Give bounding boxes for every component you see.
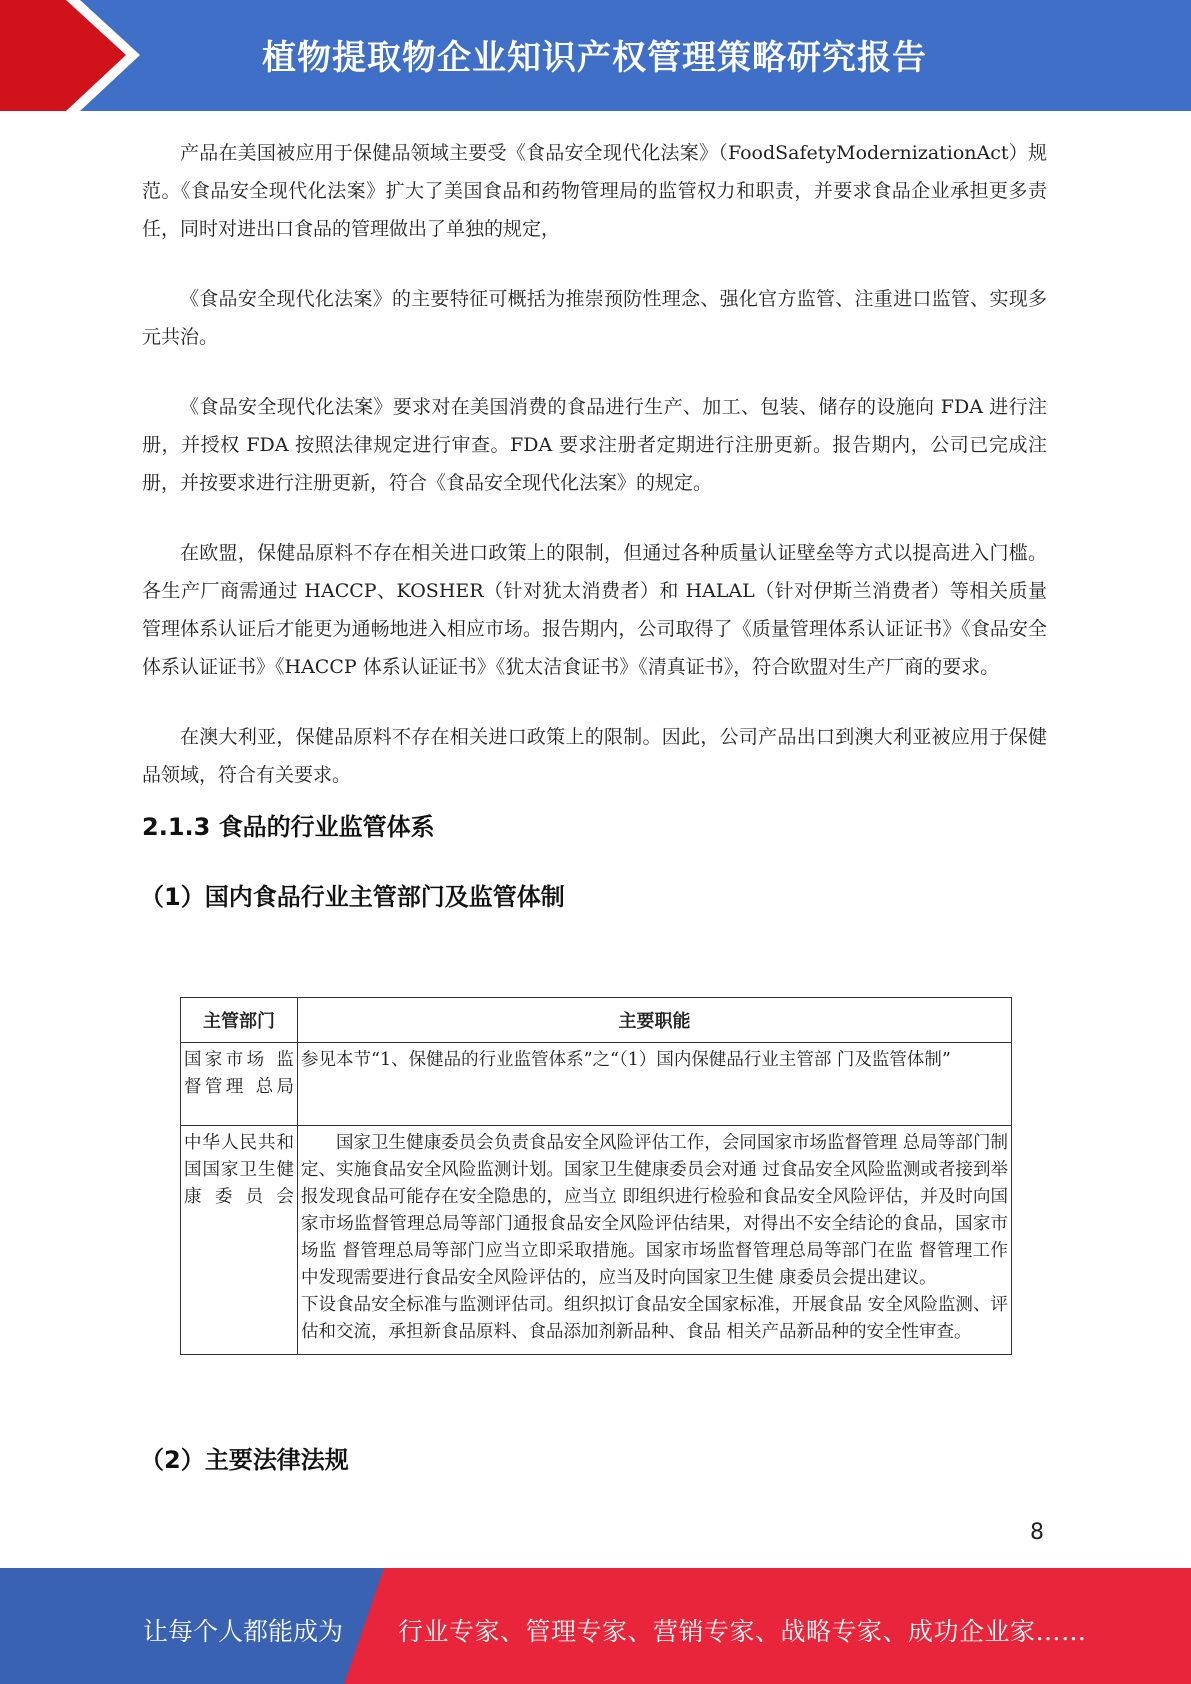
paragraph-us-fsma: 产品在美国被应用于保健品领域主要受《食品安全现代化法案》（FoodSafetyModernizationAct）规范。《食品安全现代化法案》扩大了美国食品和药物管理局的监管权力和职责，并要求食品企业承担更多责任，同时对进出口食品的管理做出了单独的规定，	[142, 142, 1047, 240]
section-heading: 2.1.3 食品的行业监管体系	[142, 813, 435, 841]
table-header-row	[181, 998, 1012, 1043]
dept-cell: 国家市场 监督管理 总局	[181, 1043, 298, 1126]
dept-cell: 中华人民共和国国家卫生健康委员会	[181, 1126, 298, 1355]
subsection-heading-1: （1）国内食品行业主管部门及监管体制	[140, 883, 565, 911]
page-number: 8	[1030, 1520, 1044, 1545]
page-footer	[0, 1568, 1191, 1684]
table-row	[181, 1043, 1012, 1126]
column-header-duty: 主要职能	[298, 998, 1012, 1043]
duty-cell	[298, 1043, 1012, 1126]
subsection-heading-2: （2）主要法律法规	[140, 1446, 349, 1474]
paragraph-eu: 在欧盟，保健品原料不存在相关进口政策上的限制，但通过各种质量认证壁垒等方式以提高进入门槛。各生产厂商需通过 HACCP、KOSHER（针对犹太消费者）和 HALAL（针对伊斯兰消费者）等相关质量管理体系认证后才能更为通畅地进入相应市场。报告期内，公司取得了《质量管理体系认证证书》《食品安全体系认证证书》《HACCP 体系认证证书》《犹太洁食证书》《清真证书》，符合欧盟对生产厂商的要求。	[142, 542, 1047, 678]
paragraph-fsma-features: 《食品安全现代化法案》的主要特征可概括为推崇预防性理念、强化官方监管、注重进口监管、实现多元共治。	[142, 288, 1047, 348]
paragraph-australia: 在澳大利亚，保健品原料不存在相关进口政策上的限制。因此，公司产品出口到澳大利亚被应用于保健品领域，符合有关要求。	[142, 726, 1047, 786]
duty-text: 国家卫生健康委员会负责食品安全风险评估工作，会同国家市场监督管理 总局等部门制定、实施食品安全风险监测计划。国家卫生健康委员会对通 过食品安全风险监测或者接到举报发现食品可能存在安全隐患的，应当立 即组织进行检验和食品安全风险评估，并及时向国家市场监督管理总局等部门通报食品安全风险评估结果，对得出不安全结论的食品，国家市场监 督管理总局等部门应当立即采取措施。国家市场监督管理总局等部门在监 督管理工作中发现需要进行食品安全风险评估的，应当及时向国家卫生健 康委员会提出建议。	[301, 1133, 1008, 1288]
duty-cell	[298, 1126, 1012, 1355]
duty-text-2: 下设食品安全标准与监测评估司。组织拟订食品安全国家标准，开展食品 安全风险监测、评估和交流，承担新食品原料、食品添加剂新品种、食品 相关产品新品种的安全性审查。	[301, 1295, 1008, 1342]
main-content	[142, 134, 1047, 920]
footer-slogan-right: 行业专家、管理专家、营销专家、战略专家、成功企业家……	[398, 1617, 1087, 1646]
footer-slogan-left: 让每个人都能成为	[143, 1617, 344, 1646]
page-header	[0, 0, 1191, 111]
regulator-table	[180, 997, 1012, 1355]
paragraph-fda-registration: 《食品安全现代化法案》要求对在美国消费的食品进行生产、加工、包装、储存的设施向 FDA 进行注册，并授权 FDA 按照法律规定进行审查。FDA 要求注册者定期进行注册更新。报告期内，公司已完成注册，并按要求进行注册更新，符合《食品安全现代化法案》的规定。	[142, 396, 1047, 494]
duty-text: 参见本节“1、保健品的行业监管体系”之“（1）国内保健品行业主管部 门及监管体制”	[301, 1050, 951, 1070]
table-row	[181, 1126, 1012, 1355]
column-header-dept: 主管部门	[181, 998, 298, 1043]
report-title: 植物提取物企业知识产权管理策略研究报告	[262, 38, 927, 78]
